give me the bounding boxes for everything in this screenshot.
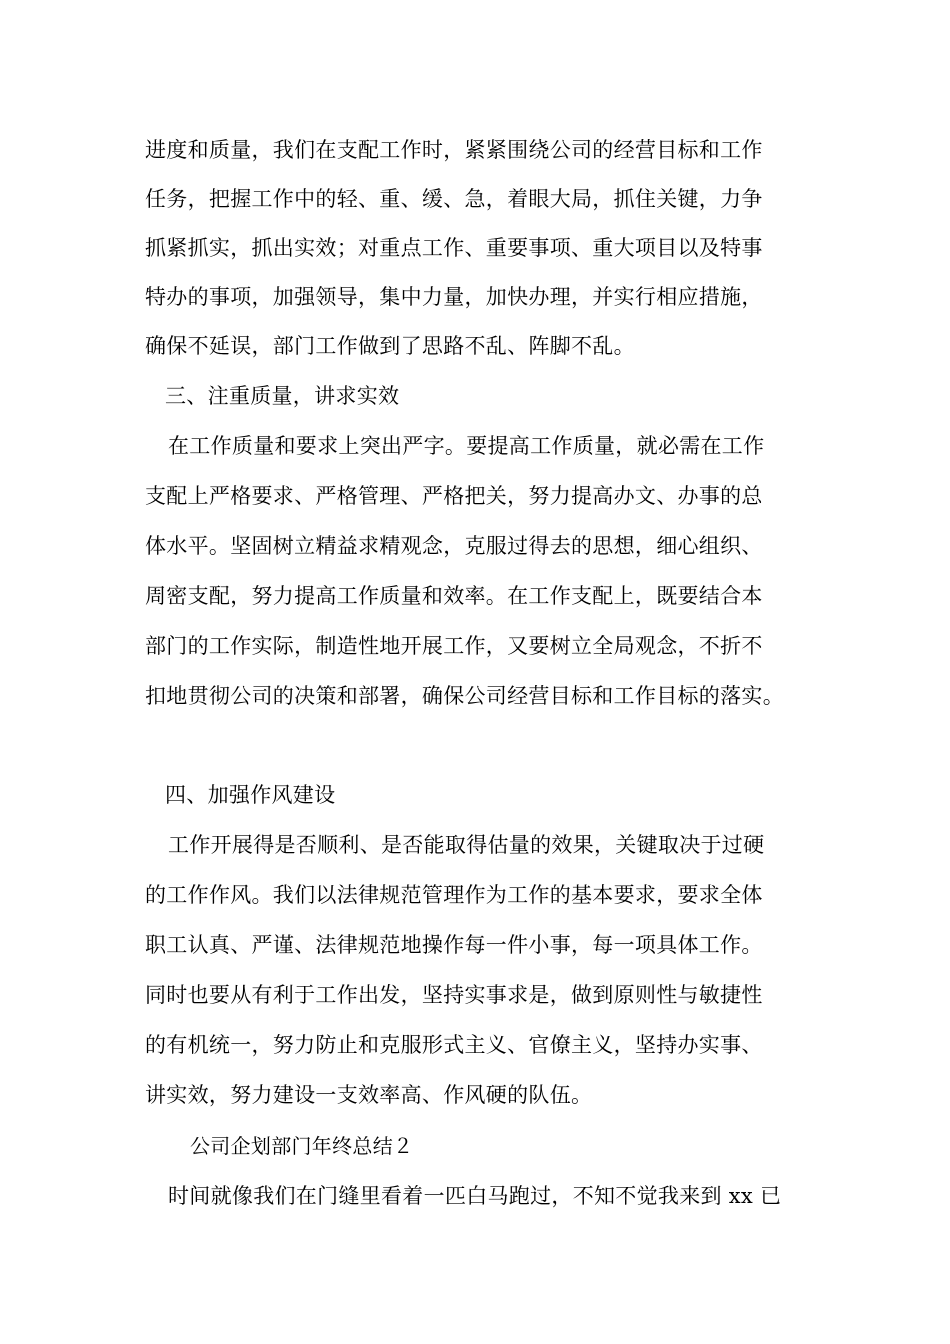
paragraph-line: 特办的事项，加强领导，集中力量，加快办理，并实行相应措施， (145, 285, 763, 309)
section-heading: 三、注重质量，讲求实效 (165, 384, 400, 408)
paragraph-line: 任务，把握工作中的轻、重、缓、急，着眼大局，抓住关键，力争 (145, 187, 763, 211)
document-title: 公司企划部门年终总结２ (190, 1134, 414, 1158)
paragraph-line: 部门的工作实际，制造性地开展工作，又要树立全局观念，不折不 (145, 634, 763, 658)
paragraph-line: 时间就像我们在门缝里看着一匹白马跑过，不知不觉我来到 xx 已 (168, 1184, 782, 1208)
paragraph-line: 在工作质量和要求上突出严字。要提高工作质量，就必需在工作 (168, 434, 765, 458)
paragraph-line: 的工作作风。我们以法律规范管理作为工作的基本要求，要求全体 (145, 883, 763, 907)
paragraph-line: 同时也要从有利于工作出发，坚持实事求是，做到原则性与敏捷性 (145, 983, 763, 1007)
paragraph-line: 确保不延误，部门工作做到了思路不乱、阵脚不乱。 (145, 334, 635, 358)
paragraph-line: 扣地贯彻公司的决策和部署，确保公司经营目标和工作目标的落实。 (145, 684, 784, 708)
paragraph-line: 体水平。坚固树立精益求精观念，克服过得去的思想，细心组织、 (145, 534, 763, 558)
paragraph-line: 讲实效，努力建设一支效率高、作风硬的队伍。 (145, 1083, 593, 1107)
paragraph-line: 支配上严格要求、严格管理、严格把关，努力提高办文、办事的总 (145, 484, 763, 508)
paragraph-line: 进度和质量，我们在支配工作时，紧紧围绕公司的经营目标和工作 (145, 138, 763, 162)
section-heading: 四、加强作风建设 (165, 783, 336, 807)
paragraph-line: 周密支配，努力提高工作质量和效率。在工作支配上，既要结合本 (145, 584, 763, 608)
paragraph-line: 抓紧抓实，抓出实效；对重点工作、重要事项、重大项目以及特事 (145, 236, 763, 260)
paragraph-line: 工作开展得是否顺利、是否能取得估量的效果，关键取决于过硬 (168, 833, 765, 857)
paragraph-line: 的有机统一，努力防止和克服形式主义、官僚主义，坚持办实事、 (145, 1033, 763, 1057)
paragraph-line: 职工认真、严谨、法律规范地操作每一件小事，每一项具体工作。 (145, 933, 763, 957)
